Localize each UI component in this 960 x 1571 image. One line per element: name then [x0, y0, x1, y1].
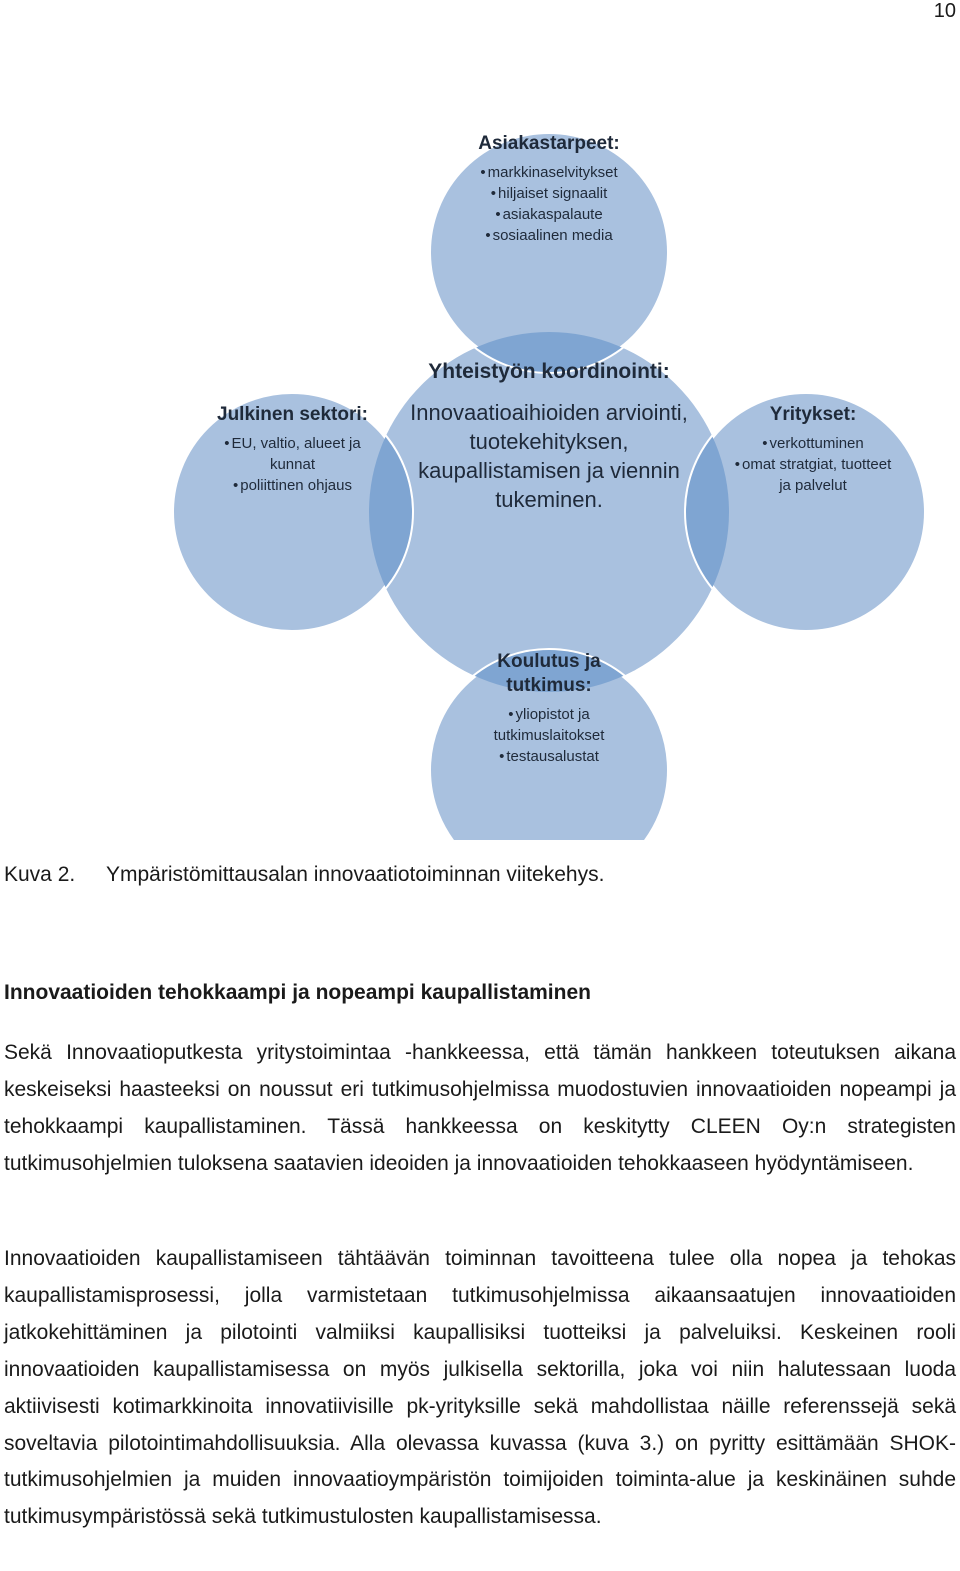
node-right-item: • omat stratgiat, tuotteet ja palvelut: [733, 454, 893, 496]
node-top-item: • asiakaspalaute: [464, 204, 634, 225]
section-heading: Innovaatioiden tehokkaampi ja nopeampi kaupallistaminen: [4, 981, 591, 1004]
node-bottom-title: Koulutus ja tutkimus:: [497, 651, 601, 696]
node-top-item: • markkinaselvitykset: [464, 162, 634, 183]
node-center-body: Innovaatioaihioiden arviointi, tuotekehityksen, kaupallistamisen ja viennin tukeminen.: [410, 400, 688, 512]
node-center-title: Yhteistyön koordinointi:: [428, 360, 670, 383]
node-top-title: Asiakastarpeet:: [478, 133, 620, 154]
node-left-title: Julkinen sektori:: [217, 404, 368, 425]
body-paragraph: Sekä Innovaatioputkesta yritystoimintaa -hankkeessa, että tämän hankkeen toteutuksen aikana keskeiseksi haasteeksi on noussut eri tutkimusohjelmissa muodostuvien innovaatioiden nopeampi ja tehokkaampi kaupallistaminen. Tässä hankkeessa on keskitytty CLEEN Oy:n strategisten tutkimusohjelmien tuloksena saatavien ideoiden ja innovaatioiden tehokkaaseen hyödyntämiseen.: [4, 1041, 956, 1175]
body-paragraph: Innovaatioiden kaupallistamiseen tähtäävän toiminnan tavoitteena tulee olla nopea ja tehokas kaupallistamisprosessi, jolla varmistetaan tutkimusohjelmissa aikaansaatujen innovaatioiden jatkokehittäminen ja pilotointi valmiiksi kaupallisiksi tuotteiksi ja palveluiksi. Keskeinen rooli innovaatioiden kaupallistamisessa on myös julkisella sektorilla, joka voi niin halutessaan luoda aktiivisesti kotimarkkinoita innovatiivisille pk-yrityksille sekä mahdollistaa näille referenssejä sekä soveltavia pilotointimahdollisuuksia. Alla olevassa kuvassa (kuva 3.) on pyritty esittämään SHOK-tutkimusohjelmien ja muiden innovaatioympäristön toimijoiden toiminta-alue ja keskinäinen suhde tutkimusympäristössä sekä tutkimustulosten kaupallistamisessa.: [4, 1247, 956, 1529]
node-top: [464, 132, 634, 246]
node-bottom-item: • yliopistot ja tutkimuslaitokset: [474, 704, 624, 746]
page-number: 10: [933, 0, 956, 22]
node-right: [733, 403, 893, 496]
caption-text: Ympäristömittausalan innovaatiotoiminnan viitekehys.: [106, 863, 605, 886]
node-center: [404, 358, 694, 514]
node-right-title: Yritykset:: [769, 404, 857, 425]
figure-caption: [4, 863, 604, 887]
node-right-item: • verkottuminen: [733, 433, 893, 454]
node-top-item: • hiljaiset signaalit: [464, 183, 634, 204]
node-top-item: • sosiaalinen media: [464, 225, 634, 246]
node-left-item: • poliittinen ohjaus: [210, 475, 375, 496]
node-left: [210, 403, 375, 496]
caption-label: Kuva 2.: [4, 863, 76, 886]
node-left-item: • EU, valtio, alueet ja kunnat: [210, 433, 375, 475]
framework-diagram: [0, 60, 960, 840]
node-bottom-item: • testausalustat: [474, 746, 624, 767]
node-bottom: [474, 650, 624, 767]
